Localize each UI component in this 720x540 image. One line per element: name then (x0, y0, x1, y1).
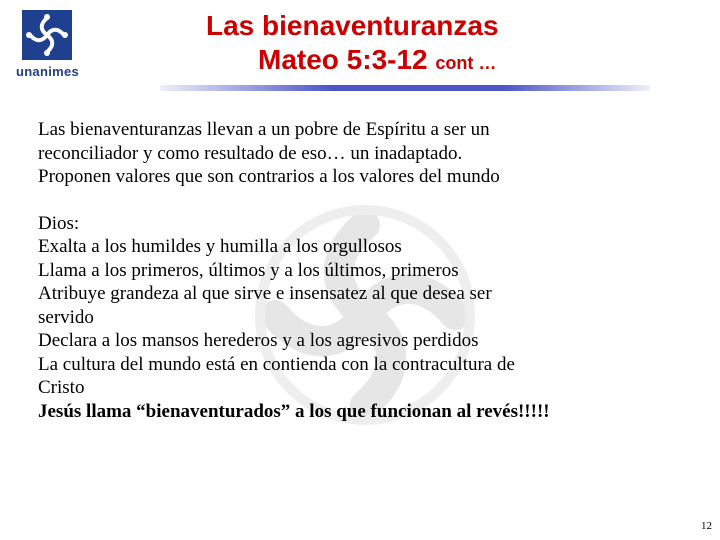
closing-statement: Jesús llama “bienaventurados” a los que funcionan al revés!!!!! (38, 400, 550, 422)
text-line: Cristo (38, 377, 85, 398)
title-divider (160, 85, 650, 91)
text-line: Las bienaventuranzas llevan a un pobre de Espíritu a ser un (38, 119, 490, 140)
text-line: Llama a los primeros, últimos y a los últimos, primeros (38, 259, 459, 281)
text-line: reconciliador y como resultado de eso… un inadaptado. (38, 142, 463, 164)
slide-title: Las bienaventuranzas (206, 10, 499, 41)
slide-subtitle (258, 44, 496, 76)
unanimes-logo (10, 8, 85, 78)
logo-text: unanimes (15, 64, 80, 79)
text-line: Atribuye grandeza al que sirve e insensatez al que desea ser (38, 283, 492, 304)
text-line: Proponen valores que son contrarios a los valores del mundo (38, 166, 500, 187)
text-line: Dios: (38, 212, 80, 234)
subtitle-reference: Mateo 5:3-12 (258, 44, 428, 75)
slide-body (38, 118, 698, 423)
text-line: La cultura del mundo está en contienda con la contracultura de (38, 353, 515, 375)
text-line: Declara a los mansos herederos y a los agresivos perdidos (38, 330, 479, 351)
logo-emblem-icon (22, 10, 72, 60)
page-number: 12 (701, 520, 712, 532)
text-line: servido (38, 306, 94, 328)
text-line: Exalta a los humildes y humilla a los orgullosos (38, 236, 402, 257)
subtitle-suffix: cont … (435, 53, 497, 73)
